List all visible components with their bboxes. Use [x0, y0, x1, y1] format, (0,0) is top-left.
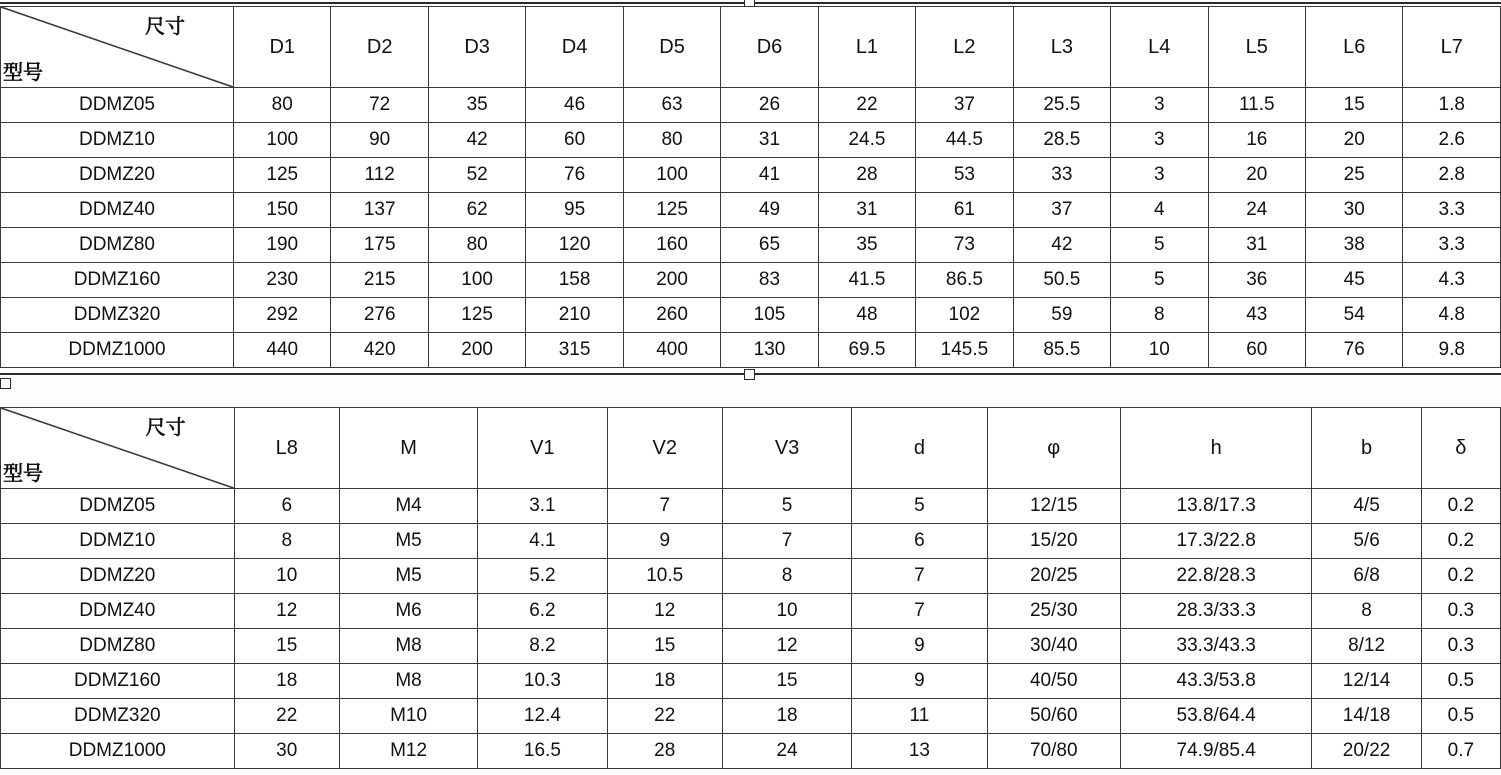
value-cell: 33 — [1013, 158, 1110, 193]
value-cell: 38 — [1305, 228, 1402, 263]
value-cell: 2.6 — [1403, 123, 1501, 158]
table-2-col-delta: δ — [1421, 408, 1500, 489]
value-cell: 22.8/28.3 — [1120, 559, 1312, 594]
dimension-table-1-block — [0, 6, 1501, 368]
value-cell: 35 — [818, 228, 915, 263]
value-cell: 12 — [607, 594, 722, 629]
table-1-col-D4: D4 — [526, 7, 623, 88]
value-cell: 25.5 — [1013, 88, 1110, 123]
value-cell: 215 — [331, 263, 428, 298]
table-1-col-L4: L4 — [1111, 7, 1208, 88]
value-cell: 3.1 — [478, 489, 607, 524]
table-2-corner-header — [1, 408, 235, 489]
model-cell: DDMZ1000 — [1, 333, 234, 368]
value-cell: 292 — [234, 298, 331, 333]
value-cell: 6/8 — [1312, 559, 1421, 594]
value-cell: 24.5 — [818, 123, 915, 158]
value-cell: 15 — [607, 629, 722, 664]
value-cell: 9 — [607, 524, 722, 559]
value-cell: 69.5 — [818, 333, 915, 368]
table-2-col-V3: V3 — [722, 408, 851, 489]
value-cell: 53 — [916, 158, 1013, 193]
value-cell: 36 — [1208, 263, 1305, 298]
value-cell: 60 — [1208, 333, 1305, 368]
value-cell: 13.8/17.3 — [1120, 489, 1312, 524]
corner-dimension-label: 尺寸 — [145, 16, 185, 38]
value-cell: M12 — [339, 734, 477, 769]
value-cell: 4.3 — [1403, 263, 1501, 298]
value-cell: 86.5 — [916, 263, 1013, 298]
value-cell: 7 — [722, 524, 851, 559]
value-cell: 5 — [1111, 263, 1208, 298]
value-cell: 42 — [1013, 228, 1110, 263]
value-cell: 4.1 — [478, 524, 607, 559]
value-cell: 276 — [331, 298, 428, 333]
value-cell: 52 — [428, 158, 525, 193]
model-cell: DDMZ80 — [1, 629, 235, 664]
value-cell: 17.3/22.8 — [1120, 524, 1312, 559]
value-cell: 0.3 — [1421, 629, 1500, 664]
value-cell: 74.9/85.4 — [1120, 734, 1312, 769]
value-cell: 22 — [818, 88, 915, 123]
value-cell: 8 — [722, 559, 851, 594]
value-cell: 0.5 — [1421, 699, 1500, 734]
value-cell: 28 — [607, 734, 722, 769]
value-cell: 46 — [526, 88, 623, 123]
value-cell: 18 — [607, 664, 722, 699]
value-cell: 12 — [234, 594, 339, 629]
table-1-col-L6: L6 — [1305, 7, 1402, 88]
value-cell: 26 — [721, 88, 818, 123]
value-cell: 6 — [852, 524, 987, 559]
value-cell: 31 — [818, 193, 915, 228]
table-row — [1, 333, 1501, 368]
value-cell: 41.5 — [818, 263, 915, 298]
value-cell: 0.5 — [1421, 664, 1500, 699]
value-cell: 400 — [623, 333, 720, 368]
value-cell: 35 — [428, 88, 525, 123]
value-cell: 73 — [916, 228, 1013, 263]
table-row — [1, 524, 1501, 559]
value-cell: 3 — [1111, 123, 1208, 158]
table-1-body — [1, 88, 1501, 368]
value-cell: 15 — [1305, 88, 1402, 123]
table-2-col-d: d — [852, 408, 987, 489]
selection-handle-left[interactable] — [0, 378, 11, 389]
value-cell: 49 — [721, 193, 818, 228]
value-cell: 3.3 — [1403, 193, 1501, 228]
value-cell: 41 — [721, 158, 818, 193]
table-row — [1, 629, 1501, 664]
dimension-table-2 — [0, 407, 1501, 769]
model-cell: DDMZ10 — [1, 524, 235, 559]
value-cell: 70/80 — [987, 734, 1120, 769]
value-cell: 10 — [1111, 333, 1208, 368]
value-cell: 190 — [234, 228, 331, 263]
value-cell: 5 — [1111, 228, 1208, 263]
model-cell: DDMZ320 — [1, 298, 234, 333]
value-cell: 158 — [526, 263, 623, 298]
value-cell: 44.5 — [916, 123, 1013, 158]
selection-handle-middle[interactable] — [744, 369, 755, 380]
table-row — [1, 734, 1501, 769]
table-1-head — [1, 7, 1501, 88]
value-cell: 54 — [1305, 298, 1402, 333]
table-2-col-h: h — [1120, 408, 1312, 489]
value-cell: 28.3/33.3 — [1120, 594, 1312, 629]
value-cell: 72 — [331, 88, 428, 123]
table-row — [1, 594, 1501, 629]
dimension-table-1 — [0, 6, 1501, 368]
table-row — [1, 123, 1501, 158]
value-cell: 83 — [721, 263, 818, 298]
value-cell: 9.8 — [1403, 333, 1501, 368]
value-cell: M10 — [339, 699, 477, 734]
table-1-col-D2: D2 — [331, 7, 428, 88]
value-cell: 15 — [722, 664, 851, 699]
table-row — [1, 699, 1501, 734]
value-cell: M5 — [339, 559, 477, 594]
value-cell: 16.5 — [478, 734, 607, 769]
model-cell: DDMZ160 — [1, 263, 234, 298]
value-cell: 0.2 — [1421, 524, 1500, 559]
value-cell: 10 — [234, 559, 339, 594]
value-cell: 20/25 — [987, 559, 1120, 594]
value-cell: 0.2 — [1421, 559, 1500, 594]
model-cell: DDMZ40 — [1, 594, 235, 629]
value-cell: 112 — [331, 158, 428, 193]
value-cell: 37 — [1013, 193, 1110, 228]
value-cell: 30/40 — [987, 629, 1120, 664]
value-cell: 102 — [916, 298, 1013, 333]
value-cell: 100 — [428, 263, 525, 298]
value-cell: 30 — [234, 734, 339, 769]
value-cell: 260 — [623, 298, 720, 333]
table-2-col-V1: V1 — [478, 408, 607, 489]
table-2-col-V2: V2 — [607, 408, 722, 489]
table-1-col-D6: D6 — [721, 7, 818, 88]
table-row — [1, 489, 1501, 524]
value-cell: 5 — [852, 489, 987, 524]
value-cell: 65 — [721, 228, 818, 263]
value-cell: 160 — [623, 228, 720, 263]
value-cell: 12/14 — [1312, 664, 1421, 699]
value-cell: 5 — [722, 489, 851, 524]
value-cell: 95 — [526, 193, 623, 228]
model-cell: DDMZ05 — [1, 489, 235, 524]
corner-model-label: 型号 — [3, 463, 43, 485]
table-1-col-L5: L5 — [1208, 7, 1305, 88]
table-1-col-L3: L3 — [1013, 7, 1110, 88]
value-cell: 18 — [234, 664, 339, 699]
table-row — [1, 263, 1501, 298]
dimension-table-2-block — [0, 407, 1501, 769]
value-cell: 15/20 — [987, 524, 1120, 559]
value-cell: 33.3/43.3 — [1120, 629, 1312, 664]
value-cell: 9 — [852, 664, 987, 699]
value-cell: 125 — [234, 158, 331, 193]
value-cell: 24 — [1208, 193, 1305, 228]
corner-dimension-label: 尺寸 — [145, 417, 186, 439]
model-cell: DDMZ20 — [1, 559, 235, 594]
model-cell: DDMZ10 — [1, 123, 234, 158]
value-cell: 3 — [1111, 158, 1208, 193]
table-2-col-b: b — [1312, 408, 1421, 489]
value-cell: 25 — [1305, 158, 1402, 193]
value-cell: 12 — [722, 629, 851, 664]
value-cell: 0.7 — [1421, 734, 1500, 769]
value-cell: 4/5 — [1312, 489, 1421, 524]
value-cell: 5/6 — [1312, 524, 1421, 559]
value-cell: 13 — [852, 734, 987, 769]
value-cell: 8 — [1312, 594, 1421, 629]
value-cell: 130 — [721, 333, 818, 368]
value-cell: M4 — [339, 489, 477, 524]
value-cell: 4 — [1111, 193, 1208, 228]
value-cell: 63 — [623, 88, 720, 123]
value-cell: 7 — [852, 594, 987, 629]
value-cell: M6 — [339, 594, 477, 629]
value-cell: 3.3 — [1403, 228, 1501, 263]
value-cell: 3 — [1111, 88, 1208, 123]
model-cell: DDMZ160 — [1, 664, 235, 699]
value-cell: 420 — [331, 333, 428, 368]
value-cell: 0.2 — [1421, 489, 1500, 524]
value-cell: 2.8 — [1403, 158, 1501, 193]
table-row — [1, 228, 1501, 263]
value-cell: 4.8 — [1403, 298, 1501, 333]
value-cell: 80 — [428, 228, 525, 263]
value-cell: 90 — [331, 123, 428, 158]
value-cell: 8 — [1111, 298, 1208, 333]
value-cell: 42 — [428, 123, 525, 158]
value-cell: 10.3 — [478, 664, 607, 699]
value-cell: 12/15 — [987, 489, 1120, 524]
value-cell: 230 — [234, 263, 331, 298]
value-cell: 125 — [623, 193, 720, 228]
table-row — [1, 298, 1501, 333]
table-row — [1, 193, 1501, 228]
value-cell: 20 — [1305, 123, 1402, 158]
value-cell: 1.8 — [1403, 88, 1501, 123]
value-cell: 53.8/64.4 — [1120, 699, 1312, 734]
value-cell: 11.5 — [1208, 88, 1305, 123]
value-cell: 48 — [818, 298, 915, 333]
value-cell: 45 — [1305, 263, 1402, 298]
value-cell: 16 — [1208, 123, 1305, 158]
model-cell: DDMZ40 — [1, 193, 234, 228]
table-1-col-L1: L1 — [818, 7, 915, 88]
value-cell: 120 — [526, 228, 623, 263]
value-cell: 7 — [852, 559, 987, 594]
value-cell: 100 — [234, 123, 331, 158]
model-cell: DDMZ320 — [1, 699, 235, 734]
table-2-col-L8: L8 — [234, 408, 339, 489]
model-cell: DDMZ80 — [1, 228, 234, 263]
value-cell: 150 — [234, 193, 331, 228]
table-2-body — [1, 489, 1501, 769]
value-cell: 22 — [234, 699, 339, 734]
value-cell: 10 — [722, 594, 851, 629]
value-cell: 11 — [852, 699, 987, 734]
value-cell: 22 — [607, 699, 722, 734]
value-cell: 31 — [721, 123, 818, 158]
model-cell: DDMZ20 — [1, 158, 234, 193]
value-cell: 50.5 — [1013, 263, 1110, 298]
value-cell: 50/60 — [987, 699, 1120, 734]
table-row — [1, 559, 1501, 594]
value-cell: 14/18 — [1312, 699, 1421, 734]
model-cell: DDMZ05 — [1, 88, 234, 123]
table-1-col-D3: D3 — [428, 7, 525, 88]
value-cell: 6 — [234, 489, 339, 524]
value-cell: 7 — [607, 489, 722, 524]
table-2-col-phi: φ — [987, 408, 1120, 489]
value-cell: 8/12 — [1312, 629, 1421, 664]
value-cell: 80 — [623, 123, 720, 158]
value-cell: 18 — [722, 699, 851, 734]
value-cell: 15 — [234, 629, 339, 664]
model-cell: DDMZ1000 — [1, 734, 235, 769]
value-cell: 80 — [234, 88, 331, 123]
value-cell: 0.3 — [1421, 594, 1500, 629]
table-row — [1, 88, 1501, 123]
value-cell: 210 — [526, 298, 623, 333]
table-2-header-row — [1, 408, 1501, 489]
value-cell: 60 — [526, 123, 623, 158]
table-row — [1, 158, 1501, 193]
value-cell: 43 — [1208, 298, 1305, 333]
value-cell: 175 — [331, 228, 428, 263]
table-1-header-row — [1, 7, 1501, 88]
table-1-col-D1: D1 — [234, 7, 331, 88]
value-cell: 12.4 — [478, 699, 607, 734]
value-cell: 61 — [916, 193, 1013, 228]
value-cell: 125 — [428, 298, 525, 333]
value-cell: 40/50 — [987, 664, 1120, 699]
value-cell: 28 — [818, 158, 915, 193]
table-1-col-L2: L2 — [916, 7, 1013, 88]
value-cell: 6.2 — [478, 594, 607, 629]
value-cell: 31 — [1208, 228, 1305, 263]
value-cell: 37 — [916, 88, 1013, 123]
value-cell: 62 — [428, 193, 525, 228]
table-row — [1, 664, 1501, 699]
value-cell: 145.5 — [916, 333, 1013, 368]
value-cell: 43.3/53.8 — [1120, 664, 1312, 699]
value-cell: 9 — [852, 629, 987, 664]
value-cell: 100 — [623, 158, 720, 193]
value-cell: 5.2 — [478, 559, 607, 594]
value-cell: 59 — [1013, 298, 1110, 333]
value-cell: 200 — [623, 263, 720, 298]
value-cell: 8.2 — [478, 629, 607, 664]
value-cell: M8 — [339, 629, 477, 664]
value-cell: 25/30 — [987, 594, 1120, 629]
value-cell: 315 — [526, 333, 623, 368]
value-cell: 8 — [234, 524, 339, 559]
value-cell: 20/22 — [1312, 734, 1421, 769]
table-1-corner-header — [1, 7, 234, 88]
value-cell: 10.5 — [607, 559, 722, 594]
value-cell: 85.5 — [1013, 333, 1110, 368]
value-cell: 105 — [721, 298, 818, 333]
value-cell: 24 — [722, 734, 851, 769]
table-2-col-M: M — [339, 408, 477, 489]
table-2-head — [1, 408, 1501, 489]
table-1-col-D5: D5 — [623, 7, 720, 88]
value-cell: 28.5 — [1013, 123, 1110, 158]
value-cell: 440 — [234, 333, 331, 368]
value-cell: 137 — [331, 193, 428, 228]
value-cell: 200 — [428, 333, 525, 368]
value-cell: M8 — [339, 664, 477, 699]
value-cell: 76 — [1305, 333, 1402, 368]
table-1-col-L7: L7 — [1403, 7, 1501, 88]
value-cell: 30 — [1305, 193, 1402, 228]
value-cell: 20 — [1208, 158, 1305, 193]
value-cell: 76 — [526, 158, 623, 193]
value-cell: M5 — [339, 524, 477, 559]
corner-model-label: 型号 — [3, 62, 43, 84]
